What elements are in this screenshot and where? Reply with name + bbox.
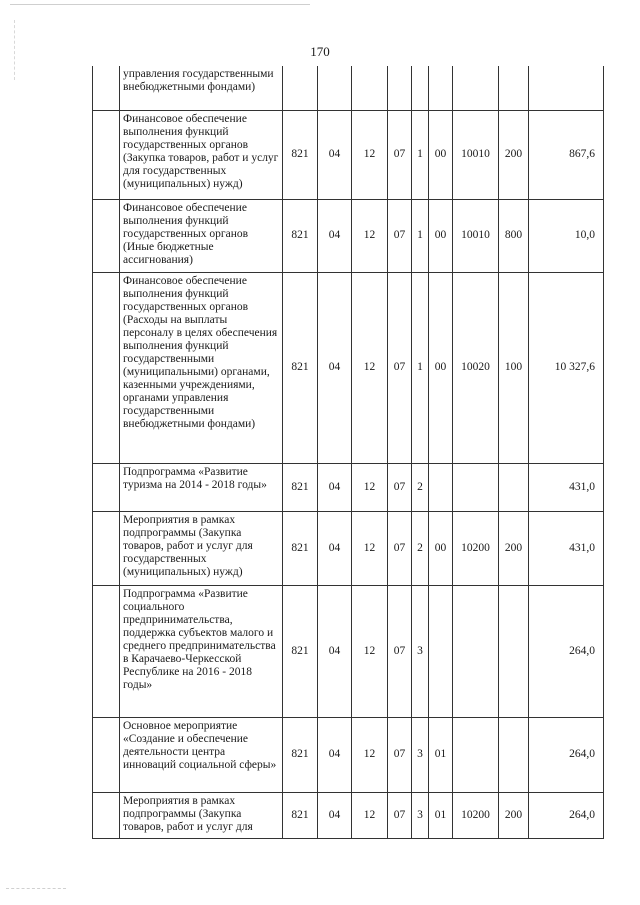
ministry-code-cell: 821 xyxy=(283,110,318,199)
description-cell: Мероприятия в рамках подпрограммы (Закупка товаров, работ и услуг для государственных (муниципальных) нужд) xyxy=(120,511,283,585)
subsection-code-cell: 12 xyxy=(352,717,388,792)
direction-code-cell xyxy=(453,717,499,792)
description-cell: Подпрограмма «Развитие туризма на 2014 - 2018 годы» xyxy=(120,463,283,511)
subsection-code-cell: 12 xyxy=(352,272,388,463)
event-code-cell: 00 xyxy=(429,511,453,585)
event-code-cell xyxy=(429,66,453,110)
subprogram-code-cell: 1 xyxy=(412,199,429,272)
section-code-cell: 04 xyxy=(318,199,352,272)
description-cell: Мероприятия в рамках подпрограммы (Закупка товаров, работ и услуг для xyxy=(120,792,283,838)
event-code-cell: 01 xyxy=(429,792,453,838)
description-cell: Финансовое обеспечение выполнения функций государственных органов (Закупка товаров, работ и услуг для государственных (муниципальных) нужд) xyxy=(120,110,283,199)
section-code-cell xyxy=(318,66,352,110)
description-cell: Финансовое обеспечение выполнения функций государственных органов (Расходы на выплаты персоналу в целях обеспечения выполнения функций государственными (муниципальными) органами, казенными учреждениями, органами управления государственными внебюджетными фондами) xyxy=(120,272,283,463)
ministry-code-cell: 821 xyxy=(283,511,318,585)
table-row xyxy=(93,110,604,199)
table-row xyxy=(93,463,604,511)
direction-code-cell: 10010 xyxy=(453,199,499,272)
table-row xyxy=(93,511,604,585)
ministry-code-cell xyxy=(283,66,318,110)
event-code-cell: 00 xyxy=(429,199,453,272)
table-row xyxy=(93,199,604,272)
amount-cell: 264,0 xyxy=(529,717,604,792)
subprogram-code-cell xyxy=(412,66,429,110)
expense-type-cell xyxy=(499,717,529,792)
margin-cell xyxy=(93,511,120,585)
table-row xyxy=(93,66,604,110)
scan-edge-mark xyxy=(6,888,66,889)
subsection-code-cell: 12 xyxy=(352,792,388,838)
description-cell: управления государственными внебюджетными фондами) xyxy=(120,66,283,110)
program-code-cell: 07 xyxy=(388,463,412,511)
expense-type-cell xyxy=(499,66,529,110)
budget-table xyxy=(92,66,604,839)
subsection-code-cell: 12 xyxy=(352,511,388,585)
subprogram-code-cell: 1 xyxy=(412,272,429,463)
event-code-cell: 00 xyxy=(429,110,453,199)
program-code-cell: 07 xyxy=(388,511,412,585)
event-code-cell xyxy=(429,463,453,511)
amount-cell: 431,0 xyxy=(529,511,604,585)
subsection-code-cell: 12 xyxy=(352,585,388,717)
section-code-cell: 04 xyxy=(318,110,352,199)
subsection-code-cell xyxy=(352,66,388,110)
scan-edge-mark xyxy=(10,4,310,5)
amount-cell: 867,6 xyxy=(529,110,604,199)
table-row xyxy=(93,792,604,838)
table-row xyxy=(93,717,604,792)
margin-cell xyxy=(93,110,120,199)
program-code-cell: 07 xyxy=(388,717,412,792)
expense-type-cell: 200 xyxy=(499,511,529,585)
amount-cell xyxy=(529,66,604,110)
program-code-cell: 07 xyxy=(388,792,412,838)
section-code-cell: 04 xyxy=(318,511,352,585)
section-code-cell: 04 xyxy=(318,585,352,717)
direction-code-cell xyxy=(453,66,499,110)
direction-code-cell xyxy=(453,463,499,511)
program-code-cell: 07 xyxy=(388,585,412,717)
margin-cell xyxy=(93,792,120,838)
subprogram-code-cell: 3 xyxy=(412,717,429,792)
amount-cell: 10 327,6 xyxy=(529,272,604,463)
subsection-code-cell: 12 xyxy=(352,199,388,272)
description-cell: Подпрограмма «Развитие социального предпринимательства, поддержка субъектов малого и среднего предпринимательства в Карачаево-Черкесской Республике на 2016 - 2018 годы» xyxy=(120,585,283,717)
ministry-code-cell: 821 xyxy=(283,792,318,838)
direction-code-cell: 10010 xyxy=(453,110,499,199)
program-code-cell: 07 xyxy=(388,110,412,199)
subsection-code-cell: 12 xyxy=(352,463,388,511)
amount-cell: 264,0 xyxy=(529,585,604,717)
ministry-code-cell: 821 xyxy=(283,585,318,717)
amount-cell: 264,0 xyxy=(529,792,604,838)
subprogram-code-cell: 1 xyxy=(412,110,429,199)
program-code-cell xyxy=(388,66,412,110)
amount-cell: 431,0 xyxy=(529,463,604,511)
amount-cell: 10,0 xyxy=(529,199,604,272)
expense-type-cell: 100 xyxy=(499,272,529,463)
expense-type-cell: 200 xyxy=(499,792,529,838)
section-code-cell: 04 xyxy=(318,717,352,792)
margin-cell xyxy=(93,463,120,511)
subsection-code-cell: 12 xyxy=(352,110,388,199)
event-code-cell: 01 xyxy=(429,717,453,792)
section-code-cell: 04 xyxy=(318,792,352,838)
table-row xyxy=(93,585,604,717)
ministry-code-cell: 821 xyxy=(283,272,318,463)
section-code-cell: 04 xyxy=(318,463,352,511)
description-cell: Основное мероприятие «Создание и обеспечение деятельности центра инноваций социальной сферы» xyxy=(120,717,283,792)
direction-code-cell: 10020 xyxy=(453,272,499,463)
event-code-cell: 00 xyxy=(429,272,453,463)
direction-code-cell: 10200 xyxy=(453,792,499,838)
margin-cell xyxy=(93,717,120,792)
expense-type-cell xyxy=(499,463,529,511)
page-number: 170 xyxy=(310,44,330,59)
margin-cell xyxy=(93,585,120,717)
direction-code-cell xyxy=(453,585,499,717)
ministry-code-cell: 821 xyxy=(283,717,318,792)
direction-code-cell: 10200 xyxy=(453,511,499,585)
expense-type-cell: 200 xyxy=(499,110,529,199)
margin-cell xyxy=(93,199,120,272)
expense-type-cell: 800 xyxy=(499,199,529,272)
margin-cell xyxy=(93,272,120,463)
description-cell: Финансовое обеспечение выполнения функций государственных органов (Иные бюджетные ассигнования) xyxy=(120,199,283,272)
margin-cell xyxy=(93,66,120,110)
subprogram-code-cell: 2 xyxy=(412,511,429,585)
event-code-cell xyxy=(429,585,453,717)
program-code-cell: 07 xyxy=(388,272,412,463)
subprogram-code-cell: 3 xyxy=(412,585,429,717)
subprogram-code-cell: 3 xyxy=(412,792,429,838)
ministry-code-cell: 821 xyxy=(283,199,318,272)
expense-type-cell xyxy=(499,585,529,717)
ministry-code-cell: 821 xyxy=(283,463,318,511)
section-code-cell: 04 xyxy=(318,272,352,463)
subprogram-code-cell: 2 xyxy=(412,463,429,511)
program-code-cell: 07 xyxy=(388,199,412,272)
table-row xyxy=(93,272,604,463)
